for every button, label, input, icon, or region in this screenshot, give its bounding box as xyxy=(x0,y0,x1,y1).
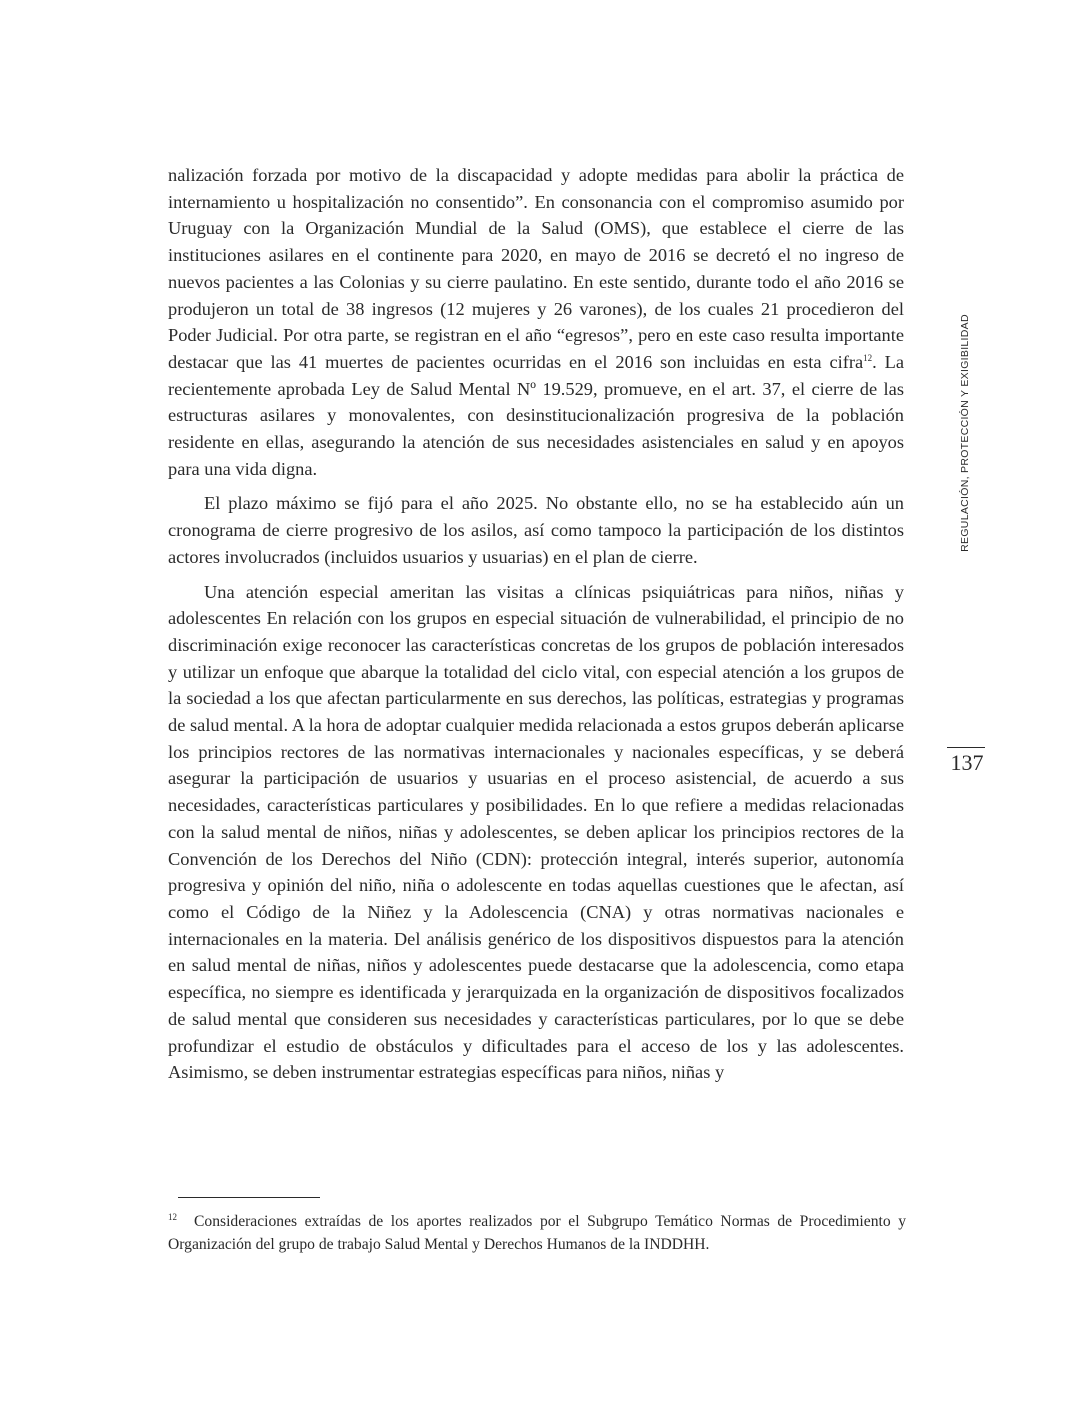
paragraph-2: El plazo máximo se fijó para el año 2025. No obstante ello, no se ha establecido aún un cronograma de cierre progresivo de los asilos, así como tampoco la participación de los distintos actores involucrados (incluidos usuarios y usuarias) en el plan de cierre. xyxy=(168,493,904,567)
footnote-reference-12[interactable]: 12 xyxy=(863,352,873,363)
paragraph-1-text-a: nalización forzada por motivo de la discapacidad y adopte medidas para abolir la práctica de internamiento u hospitalización no consentido”. En consonancia con el compromiso asumido por Uruguay con la Organización Mundial de la Salud (OMS), que establece el cierre de las instituciones asilares en el continente para 2020, en mayo de 2016 se decretó el no ingreso de nuevos pacientes a las Colonias y su cierre paulatino. En este sentido, durante todo el año 2016 se produjeron un total de 38 ingresos (12 mujeres y 26 varones), de los cuales 21 procedieron del Poder Judicial. Por otra parte, se registran en el año “egresos”, pero en este caso resulta importante destacar que las 41 muertes de pacientes ocurridas en el 2016 son incluidas en esta cifra xyxy=(168,165,904,372)
footnote-12 xyxy=(168,1206,906,1256)
paragraph-3: Una atención especial ameritan las visitas a clínicas psiquiátricas para niños, niñas y adolescentes En relación con los grupos en especial situación de vulnerabilidad, el principio de no discriminación exige reconocer las características concretas de los grupos de población interesados y utilizar un enfoque que abarque la totalidad del ciclo vital, con especial atención a los grupos de la sociedad a los que afectan particularmente en sus derechos, las políticas, estrategias y programas de salud mental. A la hora de adoptar cualquier medida relacionada a estos grupos deberán aplicarse los principios rectores de las normativas internacionales y nacionales específicas, y se deberá asegurar la participación de usuarios y usuarias en el proceso asistencial, de acuerdo a sus necesidades, características particulares y posibilidades. En lo que refiere a medidas relacionadas con la salud mental de niños, niñas y adolescentes, se deben aplicar los principios rectores de la Convención de los Derechos del Niño (CDN): protección integral, interés superior, autonomía progresiva y opinión del niño, niña o adolescente en todas aquellas cuestiones que le afectan, así como el Código de la Niñez y la Adolescencia (CNA) y otras normativas nacionales e internacionales en la materia. Del análisis genérico de los dispositivos dispuestos para la atención en salud mental de niñas, niños y adolescentes puede destacarse que la adolescencia, como etapa específica, no siempre es identificada y jerarquizada en la organización de dispositivos focalizados de salud mental que consideren sus necesidades y características particulares, por lo que se debe profundizar el estudio de obstáculos y dificultades para el acceso de los y las adolescentes. Asimismo, se deben instrumentar estrategias específicas para niños, niñas y xyxy=(168,581,904,1083)
footnote-separator xyxy=(178,1197,320,1198)
page-number: 137 xyxy=(950,750,984,775)
main-text-block xyxy=(168,162,904,1094)
footnote-number: 12 xyxy=(168,1212,177,1222)
paragraph-1 xyxy=(168,162,904,482)
page-number-rule xyxy=(947,747,985,748)
footnote-text: Consideraciones extraídas de los aportes realizados por el Subgrupo Temático Normas de Procedimiento y Organización del grupo de trabajo Salud Mental y Derechos Humanos de la INDDHH. xyxy=(168,1213,906,1253)
running-head-text: REGULACIÓN, PROTECCIÓN Y EXIGIBILIDAD xyxy=(959,313,971,552)
running-head-vertical xyxy=(950,300,980,565)
paragraph-1-text-b: . La recientemente aprobada Ley de Salud Mental Nº 19.529, promueve, en el art. 37, el cierre de las estructuras asilares y monovalentes, con desinstitucionalización progresiva de la población residente en ellas, asegurando la atención de sus necesidades asistenciales en salud y en apoyos para una vida digna. xyxy=(168,351,905,479)
